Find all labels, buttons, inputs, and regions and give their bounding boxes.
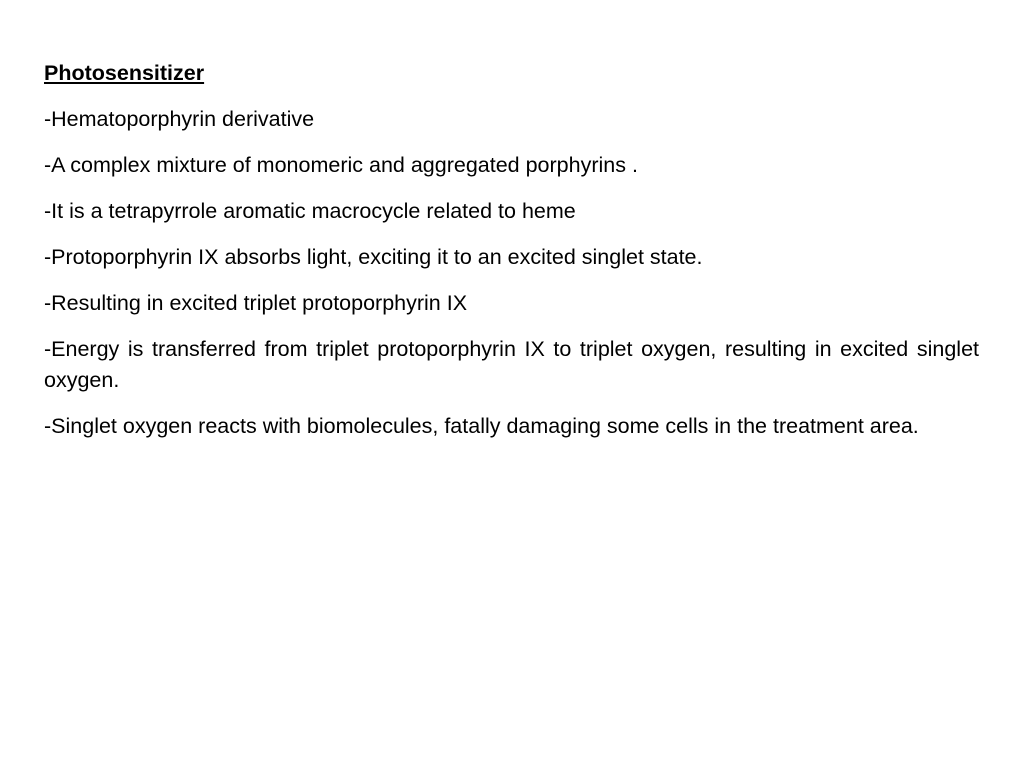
- bullet-paragraph: -Resulting in excited triplet protoporphyrin IX: [44, 291, 468, 315]
- slide-heading: Photosensitizer: [44, 61, 205, 85]
- bullet-paragraph: -It is a tetrapyrrole aromatic macrocycle related to heme: [44, 199, 576, 223]
- bullet-paragraph: -Hematoporphyrin derivative: [44, 107, 315, 131]
- bullet-paragraph: -A complex mixture of monomeric and aggregated porphyrins .: [44, 153, 638, 177]
- bullet-paragraph: -Protoporphyrin IX absorbs light, exciting it to an excited singlet state.: [44, 245, 703, 269]
- slide-content: [44, 58, 979, 457]
- bullet-paragraph: -Energy is transferred from triplet protoporphyrin IX to triplet oxygen, resulting in excited singlet oxygen.: [44, 337, 979, 392]
- bullet-paragraph: -Singlet oxygen reacts with biomolecules, fatally damaging some cells in the treatment area.: [44, 414, 919, 438]
